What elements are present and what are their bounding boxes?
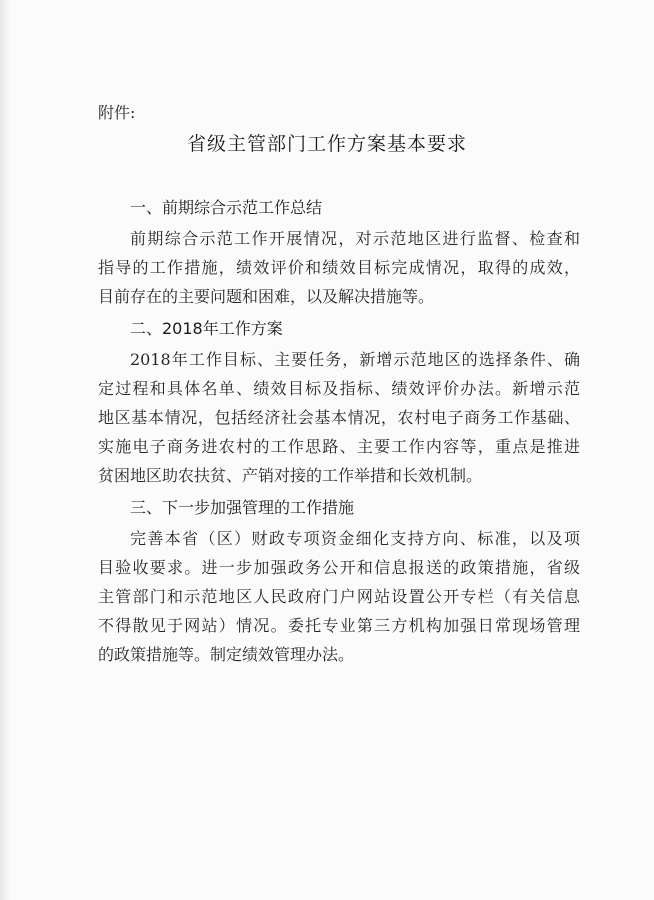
document-title: 省级主管部门工作方案基本要求 xyxy=(186,133,467,155)
section-heading-1: 一、前期综合示范工作总结 xyxy=(130,198,323,217)
paragraph-line: 指导的工作措施，绩效评价和绩效目标完成情况，取得的成效， xyxy=(98,258,580,277)
paragraph-line: 不得散见于网站）情况。委托专业第三方机构加强日常现场管理 xyxy=(98,616,580,635)
paragraph-line: 目前存在的主要问题和困难，以及解决措施等。 xyxy=(98,287,435,306)
paragraph-line: 贫困地区助农扶贫、产销对接的工作举措和长效机制。 xyxy=(98,466,483,485)
section-heading-3: 三、下一步加强管理的工作措施 xyxy=(130,498,355,517)
section-heading-2: 二、2018年工作方案 xyxy=(130,319,283,338)
attachment-label: 附件: xyxy=(98,103,136,122)
paragraph-line: 完善本省（区）财政专项资金细化支持方向、标准，以及项 xyxy=(130,529,580,548)
paragraph-line: 2018年工作目标、主要任务，新增示范地区的选择条件、确 xyxy=(130,350,580,369)
section-paragraph-3 xyxy=(98,524,580,669)
paragraph-line: 主管部门和示范地区人民政府门户网站设置公开专栏（有关信息 xyxy=(98,587,580,606)
paragraph-line: 的政策措施等。制定绩效管理办法。 xyxy=(98,645,355,664)
paragraph-line: 前期综合示范工作开展情况，对示范地区进行监督、检查和 xyxy=(130,229,580,248)
paragraph-line: 地区基本情况，包括经济社会基本情况，农村电子商务工作基础、 xyxy=(98,408,580,427)
document-body xyxy=(98,194,580,673)
paragraph-line: 实施电子商务进农村的工作思路、主要工作内容等，重点是推进 xyxy=(98,437,580,456)
section-paragraph-1 xyxy=(98,224,580,311)
section-paragraph-2 xyxy=(98,345,580,490)
paragraph-line: 定过程和具体名单、绩效目标及指标、绩效评价办法。新增示范 xyxy=(98,379,580,398)
paragraph-line: 目验收要求。进一步加强政务公开和信息报送的政策措施，省级 xyxy=(98,558,580,577)
